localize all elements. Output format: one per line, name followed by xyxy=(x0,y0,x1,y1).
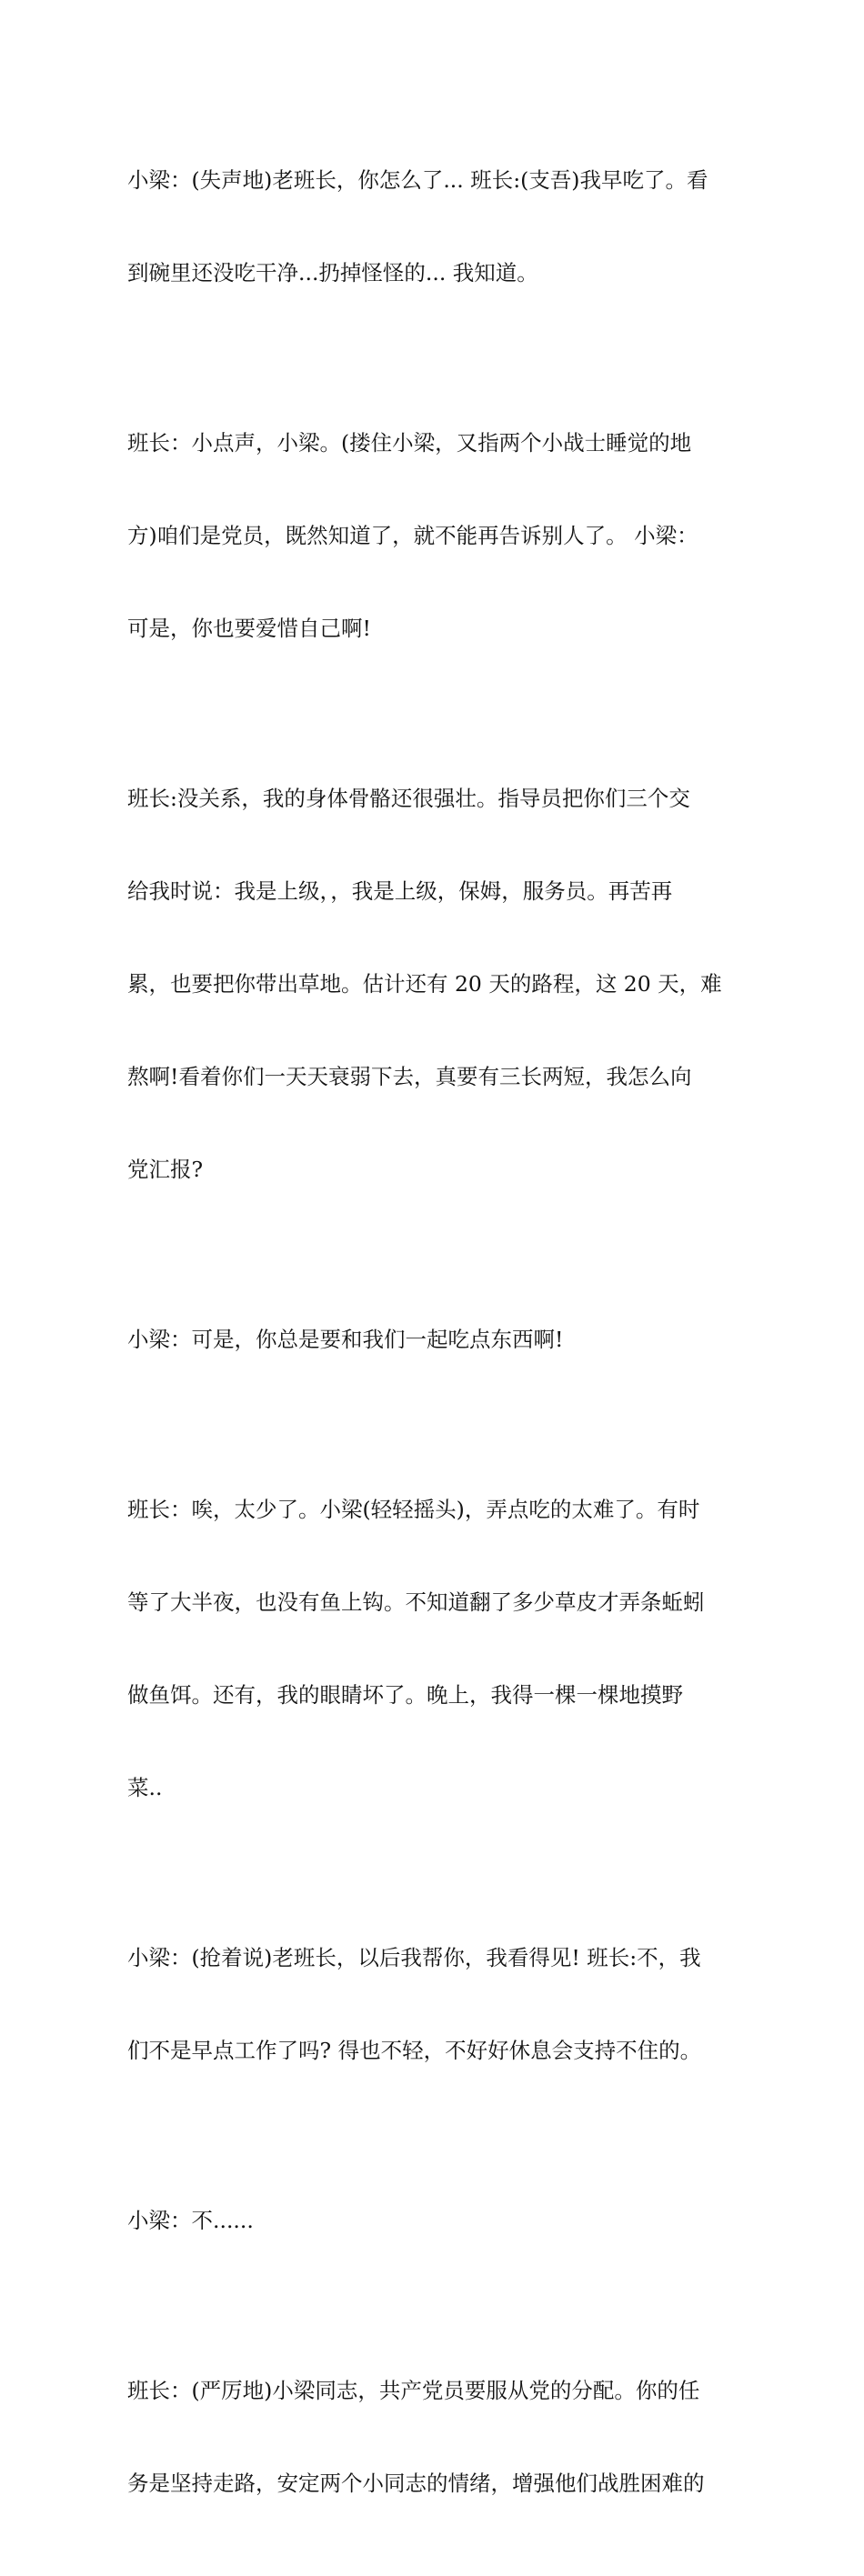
text-line: 熬啊!看着你们一天天衰弱下去，真要有三长两短，我怎么向 xyxy=(127,1064,692,1089)
paragraph xyxy=(127,103,741,350)
text-line: 小梁：不...... xyxy=(127,2208,254,2233)
text-line: 小梁：(失声地)老班长，你怎么了... 班长:(支吾)我早吃了。看 xyxy=(127,167,708,193)
document-body xyxy=(127,103,741,2576)
paragraph xyxy=(127,721,741,1247)
paragraph xyxy=(127,1880,741,2128)
paragraph xyxy=(127,1262,741,1417)
text-line: 班长：唉，太少了。小梁(轻轻摇头)，弄点吃的太难了。有时 xyxy=(127,1497,700,1522)
text-line: 小梁：(抢着说)老班长，以后我帮你，我看得见! 班长:不，我 xyxy=(127,1945,701,1970)
text-line: 班长:没关系，我的身体骨骼还很强壮。指导员把你们三个交 xyxy=(127,786,690,811)
text-line: 务是坚持走路，安定两个小同志的情绪，增强他们战胜困难的 xyxy=(127,2471,705,2496)
text-line: 到碗里还没吃干净...扔掉怪怪的... 我知道。 xyxy=(127,260,538,286)
text-line: 可是，你也要爱惜自己啊! xyxy=(127,616,371,641)
text-line: 班长：(严厉地)小梁同志，共产党员要服从党的分配。你的任 xyxy=(127,2378,700,2403)
text-line: 班长：小点声，小梁。(搂住小梁，又指两个小战士睡觉的地 xyxy=(127,430,692,456)
paragraph xyxy=(127,2143,741,2298)
text-line: 小梁：可是，你总是要和我们一起吃点东西啊! xyxy=(127,1327,564,1352)
text-line: 给我时说：我是上级，，我是上级，保姆，服务员。再苦再 xyxy=(127,878,673,904)
text-line: 做鱼饵。还有，我的眼睛坏了。晚上，我得一棵一棵地摸野 xyxy=(127,1682,683,1708)
text-line: 菜.. xyxy=(127,1775,163,1800)
text-line: 累，也要把你带出草地。估计还有 20 天的路程，这 20 天，难 xyxy=(127,971,722,997)
text-line: 等了大半夜，也没有鱼上钩。不知道翻了多少草皮才弄条蚯蚓 xyxy=(127,1589,705,1615)
paragraph xyxy=(127,366,741,706)
text-line: 党汇报? xyxy=(127,1157,204,1182)
text-line: 们不是早点工作了吗? 得也不轻，不好好休息会支持不住的。 xyxy=(127,2038,702,2063)
paragraph xyxy=(127,2313,741,2561)
text-line: 方)咱们是党员，既然知道了，就不能再告诉别人了。 小梁： xyxy=(127,523,698,548)
paragraph xyxy=(127,1432,741,1865)
